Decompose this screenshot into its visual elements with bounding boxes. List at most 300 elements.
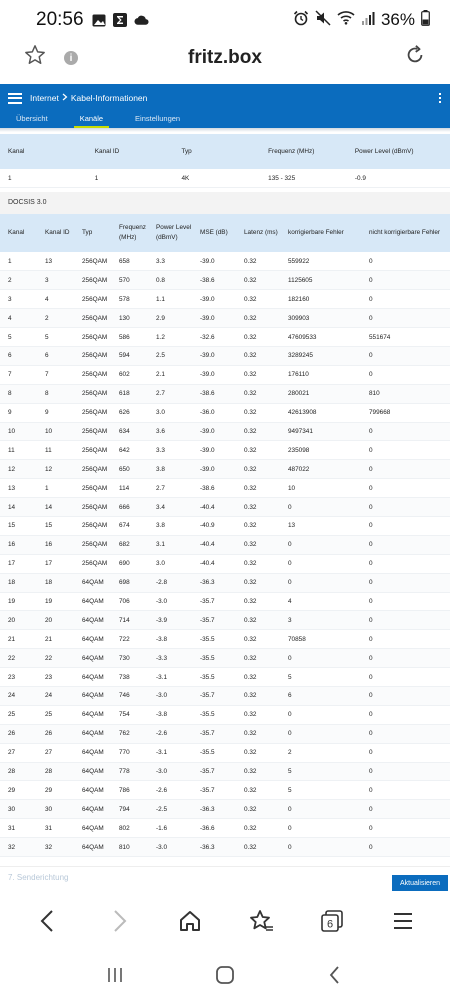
table-cell: 22	[37, 649, 74, 668]
table-cell: 31	[0, 819, 37, 838]
table-cell: 0.32	[236, 498, 280, 517]
tab-channels[interactable]: Kanäle	[64, 112, 119, 128]
table-cell: 13	[0, 479, 37, 498]
table-cell: 594	[111, 346, 148, 365]
table-cell: -3.8	[148, 705, 192, 724]
table-cell: 770	[111, 743, 148, 762]
table-cell: 10	[0, 422, 37, 441]
table-cell: 3	[0, 290, 37, 309]
docsis-header-cell: Kanal	[0, 214, 37, 252]
table-row	[0, 346, 450, 365]
table-row	[0, 724, 450, 743]
docsis-header-cell: Kanal ID	[37, 214, 74, 252]
table-cell: 4	[280, 592, 361, 611]
chevron-right-icon	[62, 93, 68, 103]
table-cell: 0	[361, 705, 450, 724]
table-cell: 0.32	[236, 838, 280, 857]
table-cell: 28	[0, 762, 37, 781]
table-cell: 810	[111, 838, 148, 857]
system-status	[293, 10, 430, 31]
table-cell: 754	[111, 705, 148, 724]
table-cell: 0.32	[236, 516, 280, 535]
table-row	[0, 309, 450, 328]
alarm-icon	[293, 10, 309, 31]
table-row	[0, 290, 450, 309]
table-cell: 256QAM	[74, 479, 111, 498]
table-cell: 9	[37, 403, 74, 422]
ofdm-header-cell: Power Level (dBmV)	[347, 134, 450, 169]
ofdm-header-cell: Kanal ID	[87, 134, 174, 169]
docsis-header-cell: Power Level (dBmV)	[148, 214, 192, 252]
table-cell: -35.5	[192, 743, 236, 762]
table-cell: 28	[37, 762, 74, 781]
table-row	[0, 592, 450, 611]
table-row	[0, 705, 450, 724]
table-cell: 256QAM	[74, 535, 111, 554]
table-cell: 551674	[361, 328, 450, 347]
table-row	[0, 365, 450, 384]
table-cell: 7	[37, 365, 74, 384]
table-cell: 794	[111, 800, 148, 819]
table-cell: 17	[37, 554, 74, 573]
table-cell: -3.1	[148, 743, 192, 762]
table-cell: 3.0	[148, 554, 192, 573]
table-cell: 256QAM	[74, 290, 111, 309]
table-cell: 24	[0, 686, 37, 705]
table-cell: 738	[111, 668, 148, 687]
table-cell: 5	[37, 328, 74, 347]
table-cell: 602	[111, 365, 148, 384]
table-cell: 0.32	[236, 441, 280, 460]
table-cell: 0.32	[236, 422, 280, 441]
table-cell: 3	[37, 271, 74, 290]
table-cell: 690	[111, 554, 148, 573]
battery-percent: 36%	[380, 10, 415, 29]
table-cell: -2.8	[148, 573, 192, 592]
cloud-icon	[134, 13, 149, 28]
table-cell: 20	[0, 611, 37, 630]
table-cell: -35.5	[192, 705, 236, 724]
table-cell: 0	[361, 781, 450, 800]
table-cell: 256QAM	[74, 365, 111, 384]
table-cell: 570	[111, 271, 148, 290]
more-options-icon[interactable]	[439, 93, 442, 103]
table-cell: -35.7	[192, 781, 236, 800]
table-cell: -3.0	[148, 762, 192, 781]
table-cell: 15	[37, 516, 74, 535]
table-cell: 559922	[280, 252, 361, 271]
table-cell: -35.7	[192, 611, 236, 630]
table-cell: 1	[37, 479, 74, 498]
table-cell: 0.32	[236, 743, 280, 762]
browser-toolbar	[0, 40, 450, 84]
table-cell: -2.6	[148, 724, 192, 743]
table-cell: 698	[111, 573, 148, 592]
table-cell: 0	[280, 705, 361, 724]
table-cell: 235098	[280, 441, 361, 460]
table-cell: 4	[37, 290, 74, 309]
gallery-icon	[92, 13, 107, 28]
table-cell: 0	[361, 516, 450, 535]
table-cell: 2.1	[148, 365, 192, 384]
table-row	[0, 252, 450, 271]
table-cell: 29	[0, 781, 37, 800]
table-cell: 21	[37, 630, 74, 649]
table-cell: 730	[111, 649, 148, 668]
table-cell: -3.8	[148, 630, 192, 649]
table-cell: 13	[280, 516, 361, 535]
table-row	[0, 271, 450, 290]
table-cell: 3.1	[148, 535, 192, 554]
table-cell: 0.32	[236, 592, 280, 611]
table-cell: 658	[111, 252, 148, 271]
table-cell: -3.0	[148, 686, 192, 705]
reload-icon[interactable]	[404, 44, 426, 71]
battery-icon	[421, 10, 430, 31]
system-navigation	[0, 950, 450, 999]
table-cell: 0	[280, 498, 361, 517]
table-cell: -35.5	[192, 649, 236, 668]
table-cell: 256QAM	[74, 403, 111, 422]
ofdm-header-cell: Frequenz (MHz)	[260, 134, 347, 169]
table-cell: 114	[111, 479, 148, 498]
sigma-icon	[113, 13, 128, 28]
table-cell: 256QAM	[74, 554, 111, 573]
table-cell: 64QAM	[74, 762, 111, 781]
table-cell: 8	[0, 384, 37, 403]
table-row	[0, 441, 450, 460]
table-cell: -0.9	[347, 169, 450, 188]
table-cell: 1.2	[148, 328, 192, 347]
wifi-icon	[337, 10, 355, 30]
table-cell: 256QAM	[74, 309, 111, 328]
table-cell: 14	[37, 498, 74, 517]
app-header	[0, 84, 450, 112]
table-cell: 11	[0, 441, 37, 460]
table-cell: 0	[361, 630, 450, 649]
table-cell: -3.0	[148, 838, 192, 857]
table-cell: 64QAM	[74, 838, 111, 857]
menu-icon[interactable]	[385, 903, 421, 939]
recent-apps-icon[interactable]	[100, 960, 130, 990]
docsis-header-cell: MSE (dB)	[192, 214, 236, 252]
table-cell: 0.32	[236, 800, 280, 819]
table-cell: 0	[361, 309, 450, 328]
table-cell: 2.9	[148, 309, 192, 328]
table-cell: 2	[0, 271, 37, 290]
table-cell: 64QAM	[74, 592, 111, 611]
table-cell: 26	[37, 724, 74, 743]
table-cell: 5	[0, 328, 37, 347]
table-cell: 3.0	[148, 403, 192, 422]
clock: 20:56	[36, 9, 84, 30]
table-cell: 64QAM	[74, 781, 111, 800]
table-cell: 0	[361, 592, 450, 611]
table-cell: -39.0	[192, 252, 236, 271]
status-bar	[0, 0, 450, 40]
table-cell: 0	[280, 819, 361, 838]
table-cell: 618	[111, 384, 148, 403]
table-row	[0, 649, 450, 668]
table-cell: 2	[37, 309, 74, 328]
table-cell: 23	[0, 668, 37, 687]
table-cell: 0	[280, 554, 361, 573]
table-cell: -39.0	[192, 346, 236, 365]
table-cell: 256QAM	[74, 498, 111, 517]
docsis-header-cell: Latenz (ms)	[236, 214, 280, 252]
table-cell: 0.8	[148, 271, 192, 290]
table-cell: 182160	[280, 290, 361, 309]
table-cell: 0.32	[236, 403, 280, 422]
table-cell: 487022	[280, 460, 361, 479]
table-cell: 256QAM	[74, 441, 111, 460]
table-row	[0, 422, 450, 441]
ofdm-header-cell: Typ	[173, 134, 260, 169]
table-cell: 0.32	[236, 781, 280, 800]
table-cell: 1	[87, 169, 174, 188]
table-cell: 0	[361, 800, 450, 819]
table-cell: 0	[361, 441, 450, 460]
home-icon[interactable]	[172, 903, 208, 939]
system-home-icon[interactable]	[210, 960, 240, 990]
site-info-icon[interactable]: i	[64, 51, 78, 65]
table-cell: 29	[37, 781, 74, 800]
table-cell: 64QAM	[74, 743, 111, 762]
table-cell: 9	[0, 403, 37, 422]
table-cell: -3.3	[148, 649, 192, 668]
table-cell: 12	[0, 460, 37, 479]
docsis-header-cell: Typ	[74, 214, 111, 252]
table-cell: 0	[361, 290, 450, 309]
table-cell: 0.32	[236, 535, 280, 554]
hamburger-menu-icon[interactable]	[8, 93, 22, 104]
table-cell: 0	[361, 573, 450, 592]
table-cell: 0	[361, 554, 450, 573]
table-cell: 0	[361, 346, 450, 365]
browser-bottom-nav	[0, 892, 450, 950]
table-cell: -35.7	[192, 762, 236, 781]
table-cell: 0.32	[236, 384, 280, 403]
table-cell: 30	[37, 800, 74, 819]
table-cell: 3.4	[148, 498, 192, 517]
table-cell: 682	[111, 535, 148, 554]
table-cell: 0	[361, 649, 450, 668]
table-cell: -39.0	[192, 441, 236, 460]
table-cell: 0.32	[236, 762, 280, 781]
table-row	[0, 686, 450, 705]
table-cell: 0	[280, 649, 361, 668]
table-cell: 0.32	[236, 630, 280, 649]
table-cell: 0	[280, 535, 361, 554]
ofdm-header-cell: Kanal	[0, 134, 87, 169]
table-row	[0, 169, 450, 188]
table-cell: 0	[361, 668, 450, 687]
system-back-icon[interactable]	[320, 960, 350, 990]
table-cell: -3.9	[148, 611, 192, 630]
table-cell: 3.3	[148, 252, 192, 271]
table-cell: 0.32	[236, 328, 280, 347]
table-cell: 18	[0, 573, 37, 592]
tab-overview[interactable]: Übersicht	[16, 114, 48, 123]
table-cell: 0	[361, 460, 450, 479]
table-cell: 0	[280, 800, 361, 819]
table-cell: -40.4	[192, 535, 236, 554]
table-cell: 256QAM	[74, 516, 111, 535]
table-cell: -36.3	[192, 573, 236, 592]
table-cell: 762	[111, 724, 148, 743]
table-cell: 32	[37, 838, 74, 857]
table-cell: -35.7	[192, 686, 236, 705]
table-cell: 25	[0, 705, 37, 724]
table-cell: 64QAM	[74, 724, 111, 743]
table-cell: 0.32	[236, 252, 280, 271]
table-row	[0, 403, 450, 422]
table-cell: 0	[361, 743, 450, 762]
table-cell: 578	[111, 290, 148, 309]
tabs-icon[interactable]	[314, 903, 350, 939]
docsis-header-row	[0, 214, 450, 252]
table-cell: 3289245	[280, 346, 361, 365]
table-cell: 24	[37, 686, 74, 705]
back-icon[interactable]	[30, 903, 66, 939]
table-cell: 0.32	[236, 611, 280, 630]
page-footer	[0, 866, 450, 892]
table-cell: -39.0	[192, 365, 236, 384]
table-cell: 10	[37, 422, 74, 441]
table-row	[0, 460, 450, 479]
table-cell: 0	[280, 724, 361, 743]
refresh-button[interactable]: Aktualisieren	[392, 875, 448, 891]
table-cell: -36.0	[192, 403, 236, 422]
table-cell: -35.7	[192, 592, 236, 611]
table-cell: 19	[37, 592, 74, 611]
table-cell: 2.5	[148, 346, 192, 365]
table-cell: 666	[111, 498, 148, 517]
table-cell: 650	[111, 460, 148, 479]
table-cell: -36.6	[192, 819, 236, 838]
table-cell: 21	[0, 630, 37, 649]
table-cell: 256QAM	[74, 252, 111, 271]
ofdm-table	[0, 134, 450, 188]
table-cell: 802	[111, 819, 148, 838]
table-cell: 256QAM	[74, 422, 111, 441]
table-cell: -3.0	[148, 592, 192, 611]
table-cell: 0.32	[236, 554, 280, 573]
table-cell: 0.32	[236, 479, 280, 498]
table-cell: 4K	[173, 169, 260, 188]
table-row	[0, 762, 450, 781]
table-row	[0, 573, 450, 592]
table-row	[0, 554, 450, 573]
table-cell: 64QAM	[74, 705, 111, 724]
table-cell: 31	[37, 819, 74, 838]
table-cell: 0.32	[236, 668, 280, 687]
table-cell: 0	[361, 838, 450, 857]
table-cell: 0.32	[236, 724, 280, 743]
table-cell: 15	[0, 516, 37, 535]
tab-settings[interactable]: Einstellungen	[135, 114, 181, 123]
table-cell: 64QAM	[74, 611, 111, 630]
table-cell: 0	[361, 535, 450, 554]
table-cell: 130	[111, 309, 148, 328]
table-cell: 799668	[361, 403, 450, 422]
table-cell: 64QAM	[74, 649, 111, 668]
table-row	[0, 384, 450, 403]
table-cell: -39.0	[192, 422, 236, 441]
table-cell: -39.0	[192, 309, 236, 328]
url-text[interactable]: fritz.box	[188, 47, 262, 68]
table-row	[0, 800, 450, 819]
table-cell: 706	[111, 592, 148, 611]
table-cell: 64QAM	[74, 630, 111, 649]
table-cell: 0	[361, 422, 450, 441]
table-row	[0, 611, 450, 630]
table-cell: 9497341	[280, 422, 361, 441]
table-row	[0, 328, 450, 347]
faded-section-label: 7. Senderichtung	[8, 873, 69, 882]
table-cell: 64QAM	[74, 819, 111, 838]
table-cell: 22	[0, 649, 37, 668]
table-cell: 7	[0, 365, 37, 384]
table-cell: 0	[361, 819, 450, 838]
notification-icons	[92, 13, 149, 28]
signal-icon	[361, 10, 375, 30]
table-cell: 626	[111, 403, 148, 422]
table-cell: 0.32	[236, 649, 280, 668]
table-cell: 32	[0, 838, 37, 857]
bookmarks-icon[interactable]	[243, 903, 279, 939]
table-cell: 8	[37, 384, 74, 403]
table-cell: 42613908	[280, 403, 361, 422]
table-cell: 6	[37, 346, 74, 365]
table-cell: 256QAM	[74, 346, 111, 365]
table-cell: 27	[0, 743, 37, 762]
docsis-header-cell: Frequenz (MHz)	[111, 214, 148, 252]
table-cell: 0	[361, 271, 450, 290]
table-cell: -35.5	[192, 630, 236, 649]
table-cell: 64QAM	[74, 573, 111, 592]
table-cell: -3.1	[148, 668, 192, 687]
table-cell: -39.0	[192, 290, 236, 309]
table-cell: 0.32	[236, 460, 280, 479]
table-cell: 18	[37, 573, 74, 592]
table-cell: -32.6	[192, 328, 236, 347]
table-cell: 3.6	[148, 422, 192, 441]
table-cell: -38.6	[192, 479, 236, 498]
table-cell: 64QAM	[74, 686, 111, 705]
forward-icon[interactable]	[101, 903, 137, 939]
ofdm-header-row	[0, 134, 450, 169]
table-cell: 3.8	[148, 516, 192, 535]
table-cell: 0.32	[236, 819, 280, 838]
table-cell: 26	[0, 724, 37, 743]
table-cell: 0	[361, 724, 450, 743]
table-cell: 6	[0, 346, 37, 365]
breadcrumb-internet[interactable]: Internet	[30, 93, 59, 103]
table-cell: 256QAM	[74, 328, 111, 347]
table-cell: -1.6	[148, 819, 192, 838]
table-cell: 19	[0, 592, 37, 611]
table-cell: 12	[37, 460, 74, 479]
table-cell: 64QAM	[74, 668, 111, 687]
table-cell: 17	[0, 554, 37, 573]
table-cell: -36.3	[192, 838, 236, 857]
tab-count: 6	[326, 918, 333, 931]
table-cell: -35.5	[192, 668, 236, 687]
table-cell: 27	[37, 743, 74, 762]
table-cell: -35.7	[192, 724, 236, 743]
table-cell: 20	[37, 611, 74, 630]
